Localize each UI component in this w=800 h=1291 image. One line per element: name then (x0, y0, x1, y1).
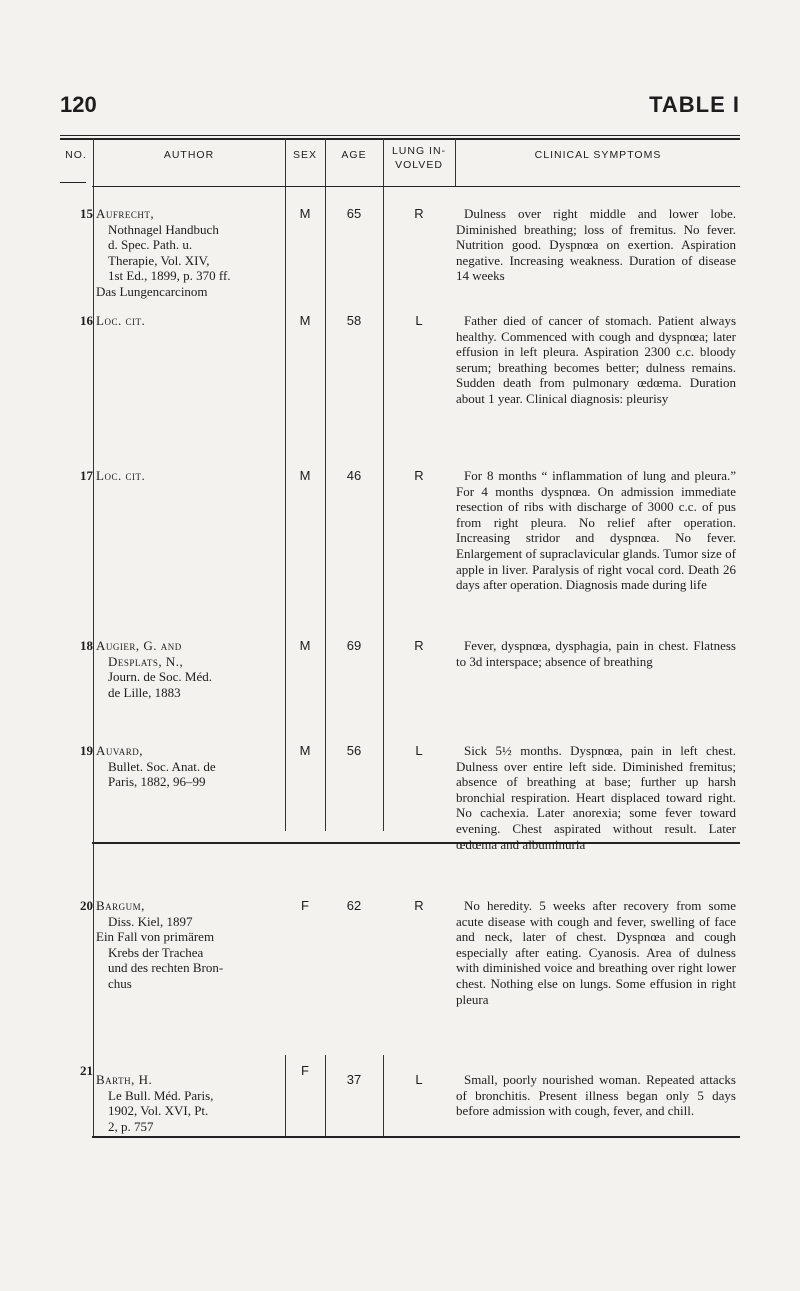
symptoms-cell: Dulness over right middle and lower lobe. Diminished breathing; loss of fremitus. No fever. Nutrition good. Dyspnœa on exertion. Aspiration negative. Increasing weakness. Duration of disease 14 weeks (456, 206, 736, 284)
row-number: 21 (80, 1063, 93, 1078)
lung-cell: R (414, 898, 424, 913)
author-name: Bargum, (96, 898, 145, 913)
symptoms-cell: Fever, dyspnœa, dysphagia, pain in chest. Flatness to 3d interspace; absence of breathing (456, 638, 736, 669)
symptoms-cell: No heredity. 5 weeks after recovery from some acute disease with cough and fever, swelling of face and neck, later of chest. Dyspnœa and cough especially after eating. Cyanosis. Area of dulness with diminished voice and breathing over right lower chest. Nothing else on lungs. Some effusion in right pleura (456, 898, 736, 1007)
row-number: 15 (80, 206, 93, 221)
age-cell: 58 (346, 313, 362, 328)
column-divider (325, 138, 326, 831)
column-header-age: AGE (341, 149, 367, 161)
column-header-sex: SEX (292, 149, 317, 161)
author-name: Loc. cit. (96, 468, 146, 483)
author-cell (96, 898, 284, 992)
author-reference: d. Spec. Path. u. (108, 237, 193, 253)
column-divider (93, 138, 94, 842)
author-cell (96, 743, 284, 790)
page-title: TABLE I (649, 92, 740, 117)
author-name: Auvard, (96, 743, 143, 758)
age-cell: 69 (346, 638, 362, 653)
author-name: Loc. cit. (96, 313, 146, 328)
symptoms-cell: Sick 5½ months. Dyspnœa, pain in left chest. Dulness over entire left side. Diminished fremitus; absence of breathing at base; further up harsh bronchial respiration. Heart displaced toward right. No cachexia. Later anorexia; some fever toward evening. Chest aspirated without result. Later œdœma and albuminuria (456, 743, 736, 852)
author-cell (96, 1072, 284, 1134)
lung-cell: R (414, 638, 424, 653)
author-reference: chus (108, 975, 132, 991)
author-cell (96, 638, 284, 700)
sex-cell: M (299, 638, 311, 653)
table-bottom-rule (92, 1136, 740, 1138)
column-header-symptoms: CLINICAL SYMPTOMS (534, 149, 662, 161)
author-reference: Therapie, Vol. XIV, (108, 252, 210, 268)
column-header-lung-line2: VOLVED (395, 159, 443, 171)
author-name: Desplats, N., (108, 653, 184, 669)
lung-cell: L (415, 743, 423, 758)
author-reference: de Lille, 1883 (108, 684, 181, 700)
column-header-lung-line1: LUNG IN- (391, 145, 447, 157)
column-divider (285, 138, 286, 831)
page-header (60, 92, 740, 118)
sex-cell: M (299, 206, 311, 221)
age-cell: 37 (346, 1072, 362, 1087)
age-cell: 62 (346, 898, 362, 913)
author-cell (96, 468, 284, 484)
author-name: Augier, G. and (96, 638, 182, 653)
sex-cell: F (301, 898, 309, 913)
row-number: 20 (80, 898, 93, 913)
author-reference: Le Bull. Méd. Paris, (108, 1087, 214, 1103)
row-number: 17 (80, 468, 93, 483)
row-number: 16 (80, 313, 93, 328)
lung-cell: L (415, 1072, 423, 1087)
sex-cell: F (301, 1063, 309, 1078)
row-number: 18 (80, 638, 93, 653)
author-reference: Diss. Kiel, 1897 (108, 913, 193, 929)
author-reference: Krebs der Trachea (108, 944, 204, 960)
header-rule (92, 186, 740, 187)
no-header-rule (60, 182, 86, 183)
author-reference: und des rechten Bron- (108, 960, 224, 976)
age-cell: 65 (346, 206, 362, 221)
author-reference: 2, p. 757 (108, 1118, 154, 1134)
column-divider (455, 138, 456, 186)
symptoms-cell: Father died of cancer of stomach. Patient always healthy. Commenced with cough and dyspnœa; later effusion in left pleura. Aspiration 2300 c.c. bloody serum; breathing becomes better; dulness remains. Sudden death from pulmonary œdœma. Duration about 1 year. Clinical diagnosis: pleurisy (456, 313, 736, 406)
author-reference: 1st Ed., 1899, p. 370 ff. (108, 268, 231, 284)
symptoms-cell: Small, poorly nourished woman. Repeated attacks of bronchitis. Present illness began only 5 days before admission with cough, fever, and chill. (456, 1072, 736, 1119)
author-name: Aufrecht, (96, 206, 155, 221)
top-rule-thick (60, 138, 740, 140)
author-reference: Nothnagel Handbuch (108, 221, 219, 237)
column-header-no: NO. (65, 149, 87, 161)
column-divider (285, 1055, 286, 1136)
author-cell (96, 206, 284, 300)
lung-cell: R (414, 468, 424, 483)
author-reference: 1902, Vol. XVI, Pt. (108, 1103, 209, 1119)
sex-cell: M (299, 743, 311, 758)
age-cell: 46 (346, 468, 362, 483)
author-reference: Journ. de Soc. Méd. (108, 669, 212, 685)
sex-cell: M (299, 313, 311, 328)
author-reference: Bullet. Soc. Anat. de (108, 758, 216, 774)
author-name: Barth, H. (96, 1072, 153, 1087)
row-number: 19 (80, 743, 93, 758)
age-cell: 56 (346, 743, 362, 758)
symptoms-cell: For 8 months “ inflammation of lung and pleura.” For 4 months dyspnœa. On admission immediate resection of ribs with discharge of 3000 c.c. of pus from right pleura. No relief after operation. Increasing stridor and dyspnœa. No fever. Enlargement of supraclavicular glands. Tumor size of apple in liver. Paralysis of right vocal cord. Death 26 days after operation. Diagnosis made during life (456, 468, 736, 593)
author-cell (96, 313, 284, 329)
lung-cell: R (414, 206, 424, 221)
column-header-lung (384, 144, 454, 172)
page-number: 120 (60, 92, 97, 117)
column-divider (93, 842, 94, 1136)
author-reference: Ein Fall von primärem (96, 929, 215, 945)
sex-cell: M (299, 468, 311, 483)
column-divider (325, 1055, 326, 1136)
column-divider (383, 1055, 384, 1136)
lung-cell: L (415, 313, 423, 328)
top-rule (60, 135, 740, 136)
author-reference: Das Lungencarcinom (96, 283, 208, 299)
column-header-author: AUTHOR (163, 149, 215, 161)
column-divider (383, 138, 384, 831)
author-reference: Paris, 1882, 96–99 (108, 774, 206, 790)
